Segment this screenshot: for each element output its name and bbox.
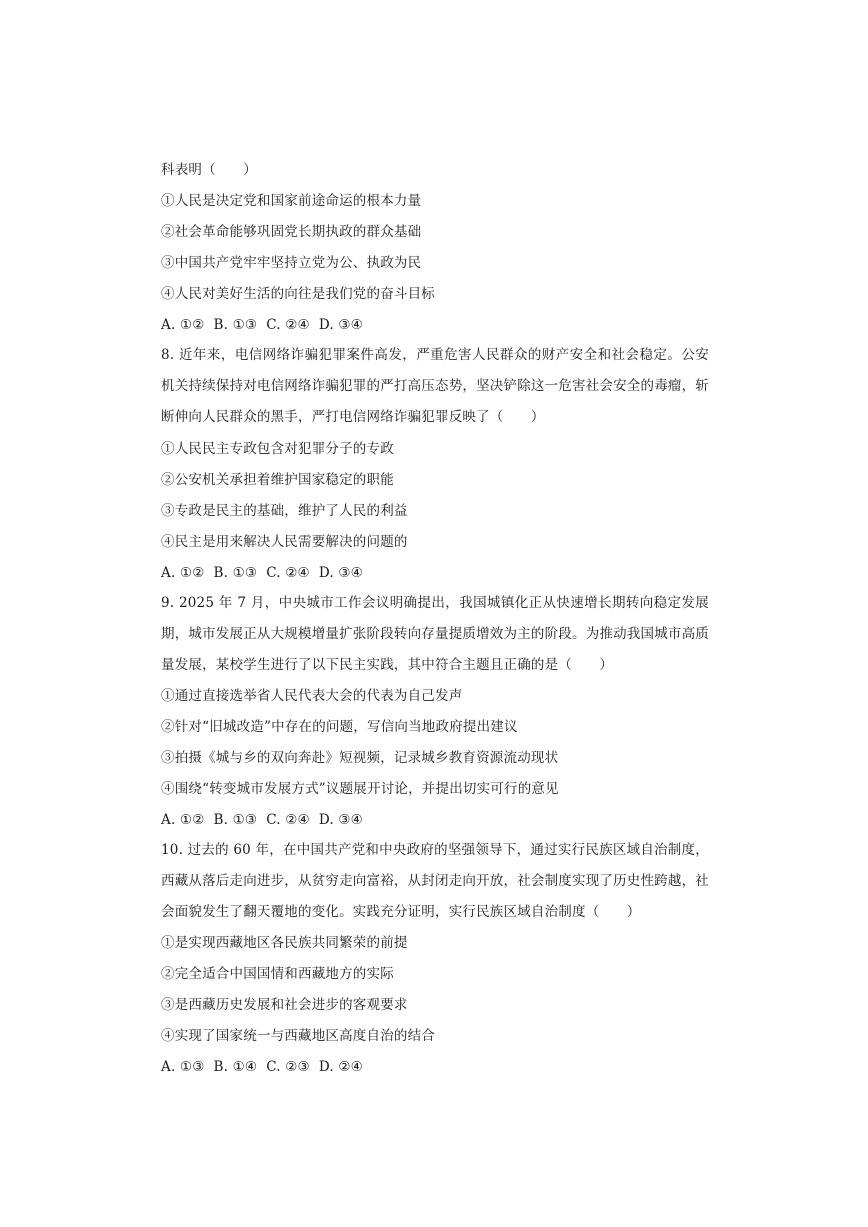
question-9-answer-choices: A. ①② B. ①③ C. ②④ D. ③④	[161, 812, 363, 828]
question-9-option-2: ②针对“旧城改造”中存在的问题，写信向当地政府提出建议	[161, 719, 518, 735]
question-7-option-2: ②社会革命能够巩固党长期执政的群众基础	[161, 224, 422, 240]
question-10-stem: 10. 过去的 60 年，在中国共产党和中央政府的坚强领导下，通过实行民族区域自治制度，西藏从落后走向进步，从贫穷走向富裕，从封闭走向开放，社会制度实现了历史性跨越，社会面貌发生了翻天覆地的变化。实践充分证明，实行民族区域自治制度（ ）	[161, 842, 709, 920]
question-7-stem-tail: 科表明（ ）	[161, 162, 257, 178]
question-8-option-4: ④民主是用来解决人民需要解决的问题的	[161, 534, 408, 550]
question-9-option-3: ③拍摄《城与乡的双向奔赴》短视频，记录城乡教育资源流动现状	[161, 750, 559, 766]
question-10-answer-choices: A. ①③ B. ①④ C. ②③ D. ②④	[161, 1059, 363, 1075]
question-8-option-1: ①人民民主专政包含对犯罪分子的专政	[161, 441, 394, 457]
question-10-option-2: ②完全适合中国国情和西藏地方的实际	[161, 966, 394, 982]
question-9-option-4: ④围绕“转变城市发展方式”议题展开讨论，并提出切实可行的意见	[161, 781, 559, 797]
question-8-answer-choices: A. ①② B. ①③ C. ②④ D. ③④	[161, 565, 363, 581]
question-10-option-3: ③是西藏历史发展和社会进步的客观要求	[161, 997, 408, 1013]
question-7-option-1: ①人民是决定党和国家前途命运的根本力量	[161, 193, 422, 209]
question-9-stem: 9. 2025 年 7 月，中央城市工作会议明确提出，我国城镇化正从快速增长期转向稳定发展期，城市发展正从大规模增量扩张阶段转向存量提质增效为主的阶段。为推动我国城市高质量发展，某校学生进行了以下民主实践，其中符合主题且正确的是（ ）	[161, 595, 709, 673]
question-8-stem: 8. 近年来，电信网络诈骗犯罪案件高发，严重危害人民群众的财产安全和社会稳定。公安机关持续保持对电信网络诈骗犯罪的严打高压态势，坚决铲除这一危害社会安全的毒瘤，斩断伸向人民群众的黑手，严打电信网络诈骗犯罪反映了（ ）	[161, 347, 709, 425]
question-7-option-4: ④人民对美好生活的向往是我们党的奋斗目标	[161, 286, 435, 302]
question-8-option-3: ③专政是民主的基础，维护了人民的利益	[161, 503, 408, 519]
question-10-option-1: ①是实现西藏地区各民族共同繁荣的前提	[161, 935, 408, 951]
question-7-option-3: ③中国共产党牢牢坚持立党为公、执政为民	[161, 255, 422, 271]
question-8-option-2: ②公安机关承担着维护国家稳定的职能	[161, 472, 394, 488]
question-10-option-4: ④实现了国家统一与西藏地区高度自治的结合	[161, 1028, 435, 1044]
question-7-answer-choices: A. ①② B. ①③ C. ②④ D. ③④	[161, 317, 363, 333]
question-9-option-1: ①通过直接选举省人民代表大会的代表为自己发声	[161, 688, 463, 704]
